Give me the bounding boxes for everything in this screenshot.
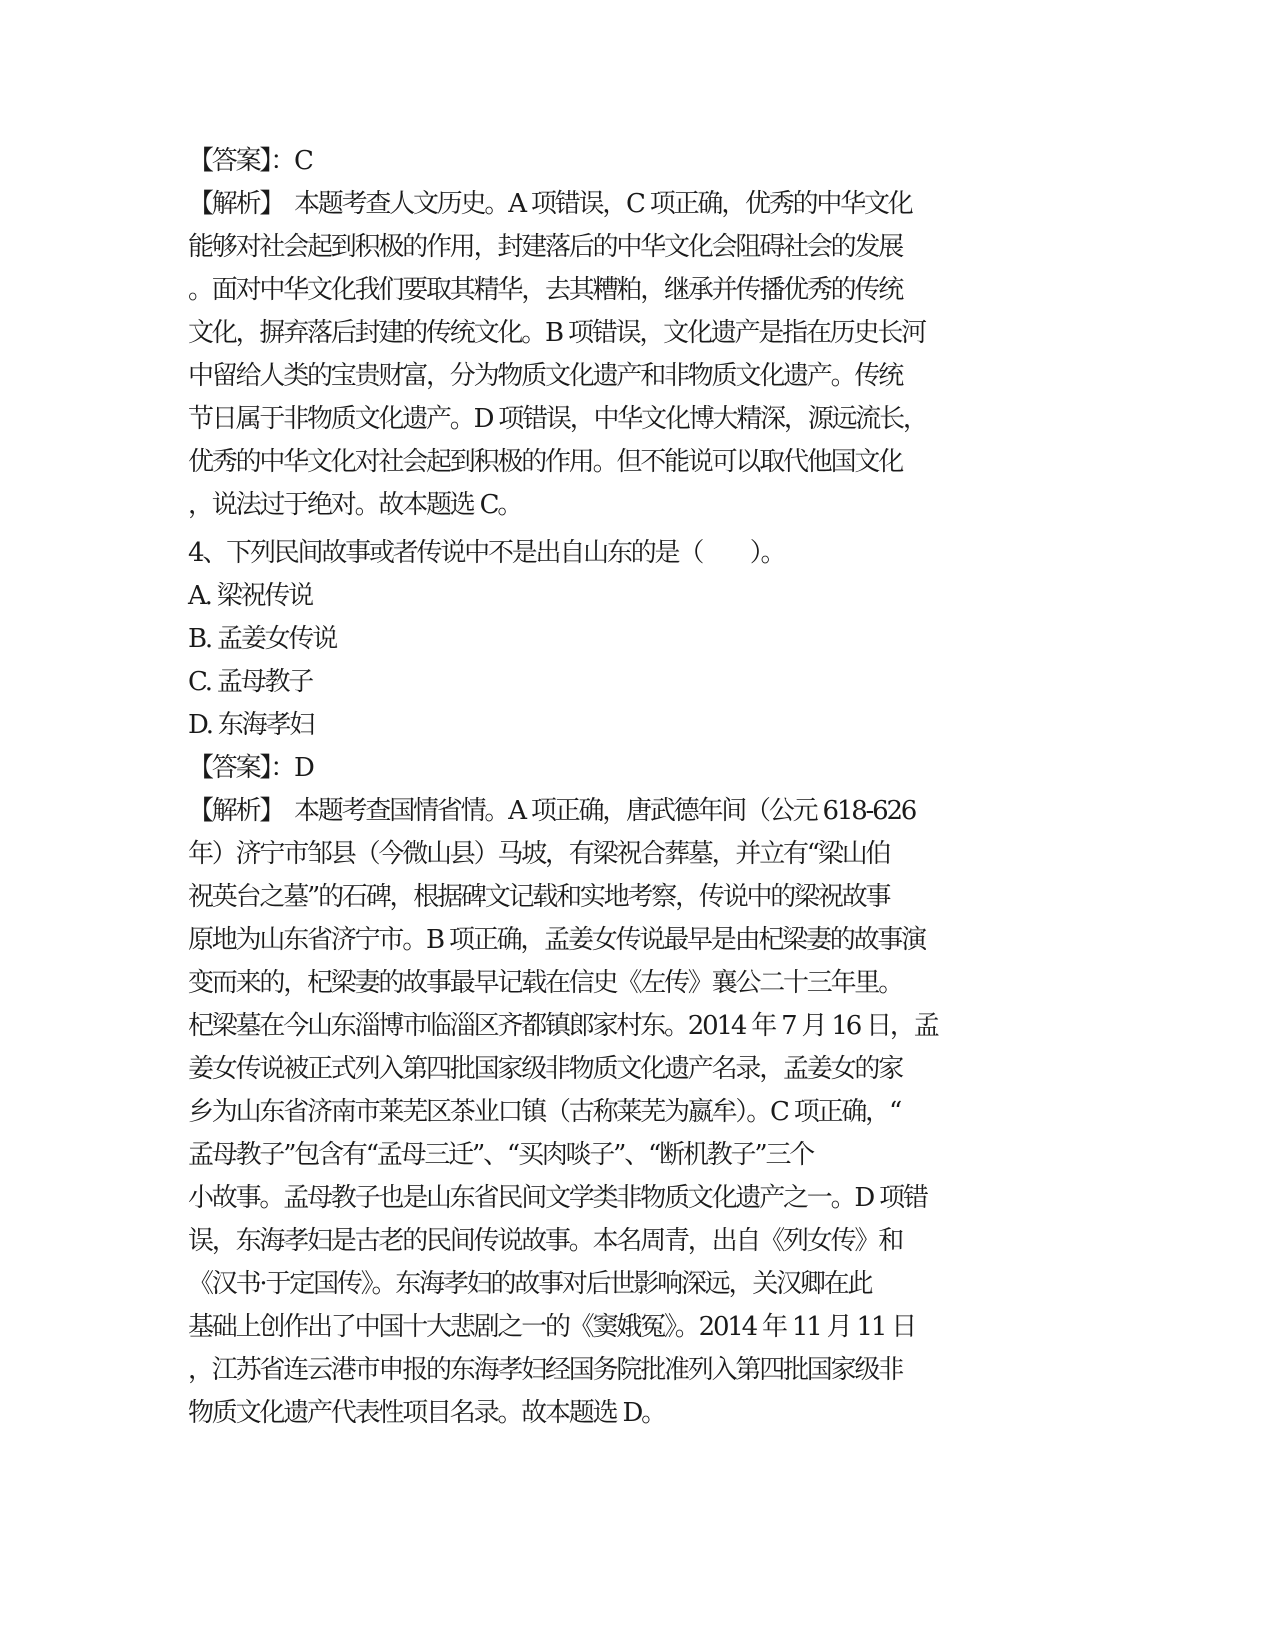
prev-analysis-line: 【解析】 本题考查人文历史。A 项错误，C 项正确，优秀的中华文化 <box>188 189 912 219</box>
prev-analysis-line: 节日属于非物质文化遗产。D 项错误，中华文化博大精深，源远流长， <box>188 404 927 434</box>
prev-answer: 【答案】：C <box>188 146 312 176</box>
prev-analysis-line: 能够对社会起到积极的作用，封建落后的中华文化会阻碍社会的发展 <box>188 232 903 262</box>
q4-analysis-line: 物质文化遗产代表性项目名录。故本题选 D。 <box>188 1398 665 1428</box>
q4-analysis-line: 【解析】 本题考查国情省情。A 项正确，唐武德年间（公元 618-626 <box>188 796 916 826</box>
q4-analysis-line: 小故事。孟母教子也是山东省民间文学类非物质文化遗产之一。D 项错 <box>188 1183 927 1213</box>
q4-analysis-line: ，江苏省连云港市申报的东海孝妇经国务院批准列入第四批国家级非 <box>188 1355 903 1385</box>
q4-analysis-line: 姜女传说被正式列入第四批国家级非物质文化遗产名录，孟姜女的家 <box>188 1054 903 1084</box>
q4-analysis-line: 变而来的，杞梁妻的故事最早记载在信史《左传》襄公二十三年里。 <box>188 968 903 998</box>
prev-analysis-line: 文化，摒弃落后封建的传统文化。B 项错误，文化遗产是指在历史长河 <box>188 318 925 348</box>
question-4-section <box>188 532 1088 1435</box>
q4-analysis-line: 杞梁墓在今山东淄博市临淄区齐都镇郎家村东。2014 年 7 月 16 日，孟 <box>188 1011 938 1041</box>
q4-analysis-line: 《汉书·于定国传》。东海孝妇的故事对后世影响深远，关汉卿在此 <box>188 1269 872 1299</box>
question-4-title: 4、下列民间故事或者传说中不是出自山东的是（ ）。 <box>188 538 785 568</box>
option-d: D. 东海孝妇 <box>188 710 314 740</box>
q4-analysis-line: 年）济宁市邹县（今微山县）马坡，有梁祝合葬墓，并立有“梁山伯 <box>188 839 890 869</box>
prev-analysis-line: ，说法过于绝对。故本题选 C。 <box>188 490 522 520</box>
option-a: A. 梁祝传说 <box>188 581 312 611</box>
q4-analysis-line: 基础上创作出了中国十大悲剧之一的《窦娥冤》。2014 年 11 月 11 日 <box>188 1312 916 1342</box>
q4-analysis-line: 误，东海孝妇是古老的民间传说故事。本名周青，出自《列女传》和 <box>188 1226 903 1256</box>
prev-analysis-line: 中留给人类的宝贵财富，分为物质文化遗产和非物质文化遗产。传统 <box>188 361 903 391</box>
option-b: B. 孟姜女传说 <box>188 624 337 654</box>
prev-question-section <box>188 140 1088 527</box>
option-c: C. 孟母教子 <box>188 667 313 697</box>
q4-analysis-line: 乡为山东省济南市莱芜区茶业口镇（古称莱芜为嬴牟）。C 项正确，“ <box>188 1097 901 1127</box>
q4-analysis-line: 祝英台之墓”的石碑，根据碑文记载和实地考察，传说中的梁祝故事 <box>188 882 890 912</box>
prev-analysis-line: 优秀的中华文化对社会起到积极的作用。但不能说可以取代他国文化 <box>188 447 903 477</box>
question-4-answer: 【答案】：D <box>188 753 313 783</box>
prev-analysis-line: 。面对中华文化我们要取其精华，去其糟粕，继承并传播优秀的传统 <box>188 275 903 305</box>
q4-analysis-line: 孟母教子”包含有“孟母三迁”、“买肉啖子”、“断机教子”三个 <box>188 1140 814 1170</box>
q4-analysis-line: 原地为山东省济宁市。B 项正确，孟姜女传说最早是由杞梁妻的故事演 <box>188 925 925 955</box>
